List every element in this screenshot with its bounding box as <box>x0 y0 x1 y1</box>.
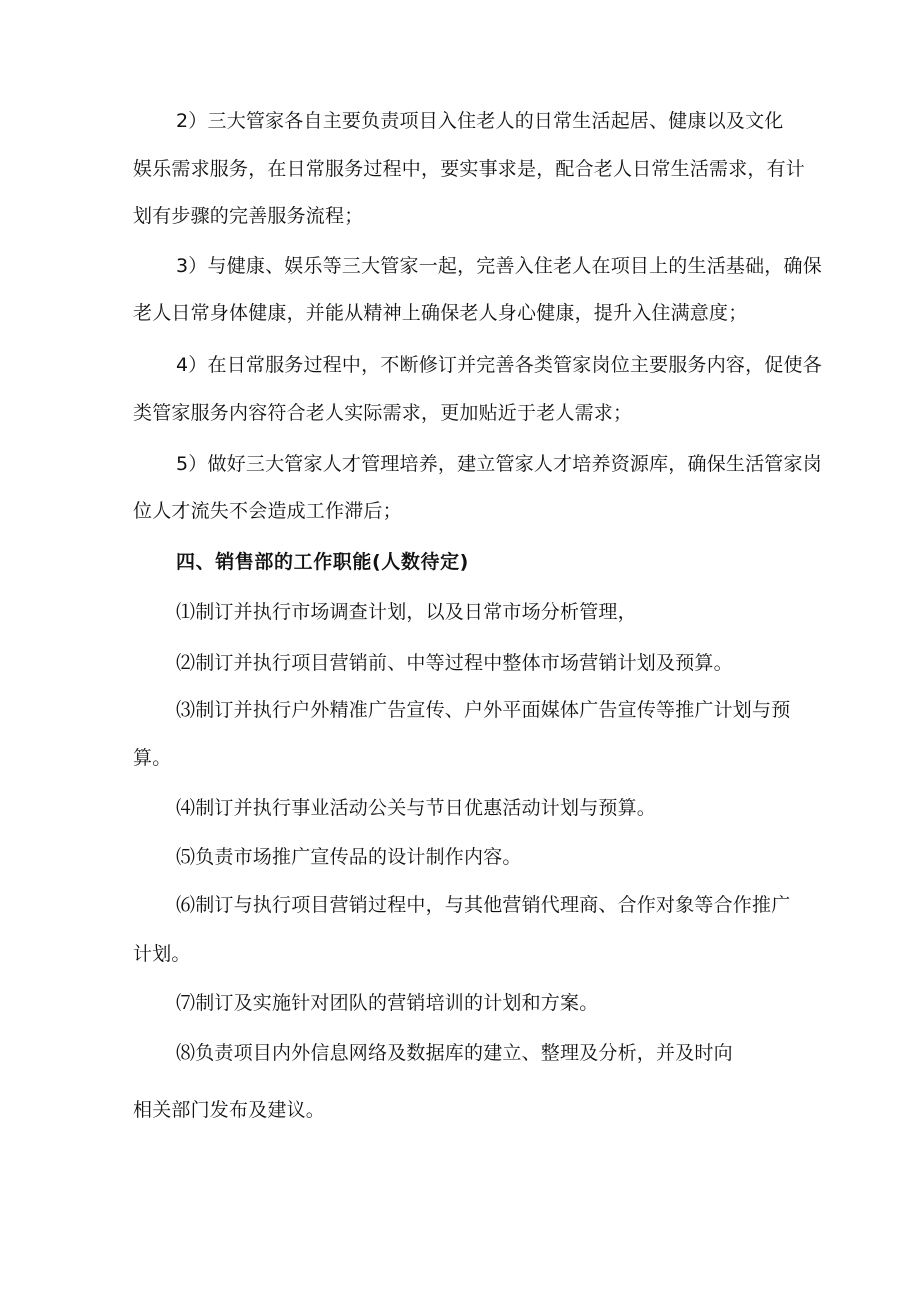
item-7: ⑺制订及实施针对团队的营销培训的计划和方案。 <box>176 992 599 1014</box>
item-6-line-2: 计划。 <box>133 943 191 965</box>
item-1: ⑴制订并执行市场调查计划，以及日常市场分析管理， <box>176 601 637 623</box>
section-heading: 四、销售部的工作职能(人数待定) <box>176 551 469 573</box>
paragraph-5-line-1: 5）做好三大管家人才管理培养，建立管家人才培养资源库，确保生活管家岗 <box>176 453 822 475</box>
item-8-line-1: ⑻负责项目内外信息网络及数据库的建立、整理及分析，并及时向 <box>176 1042 733 1064</box>
item-4: ⑷制订并执行事业活动公关与节日优惠活动计划与预算。 <box>176 797 657 819</box>
paragraph-2-line-2: 娱乐需求服务，在日常服务过程中，要实事求是，配合老人日常生活需求，有计 <box>133 158 806 180</box>
paragraph-2-line-3: 划有步骤的完善服务流程； <box>133 205 364 227</box>
paragraph-4-line-2: 类管家服务内容符合老人实际需求，更加贴近于老人需求； <box>133 402 633 424</box>
item-5: ⑸负责市场推广宣传品的设计制作内容。 <box>176 846 522 868</box>
item-3-line-1: ⑶制订并执行户外精准广告宣传、户外平面媒体广告宣传等推广计划与预 <box>176 699 791 721</box>
item-3-line-2: 算。 <box>133 747 172 769</box>
item-6-line-1: ⑹制订与执行项目营销过程中，与其他营销代理商、合作对象等合作推广 <box>176 894 791 916</box>
paragraph-2-line-1: 2）三大管家各自主要负责项目入住老人的日常生活起居、健康以及文化 <box>176 110 784 132</box>
item-2: ⑵制订并执行项目营销前、中等过程中整体市场营销计划及预算。 <box>176 652 733 674</box>
item-8-line-2: 相关部门发布及建议。 <box>133 1099 326 1121</box>
paragraph-3-line-1: 3）与健康、娱乐等三大管家一起，完善入住老人在项目上的生活基础，确保 <box>176 255 822 277</box>
paragraph-5-line-2: 位人才流失不会造成工作滞后； <box>133 500 402 522</box>
paragraph-3-line-2: 老人日常身体健康，并能从精神上确保老人身心健康，提升入住满意度； <box>133 302 748 324</box>
paragraph-4-line-1: 4）在日常服务过程中，不断修订并完善各类管家岗位主要服务内容，促使各 <box>176 354 822 376</box>
